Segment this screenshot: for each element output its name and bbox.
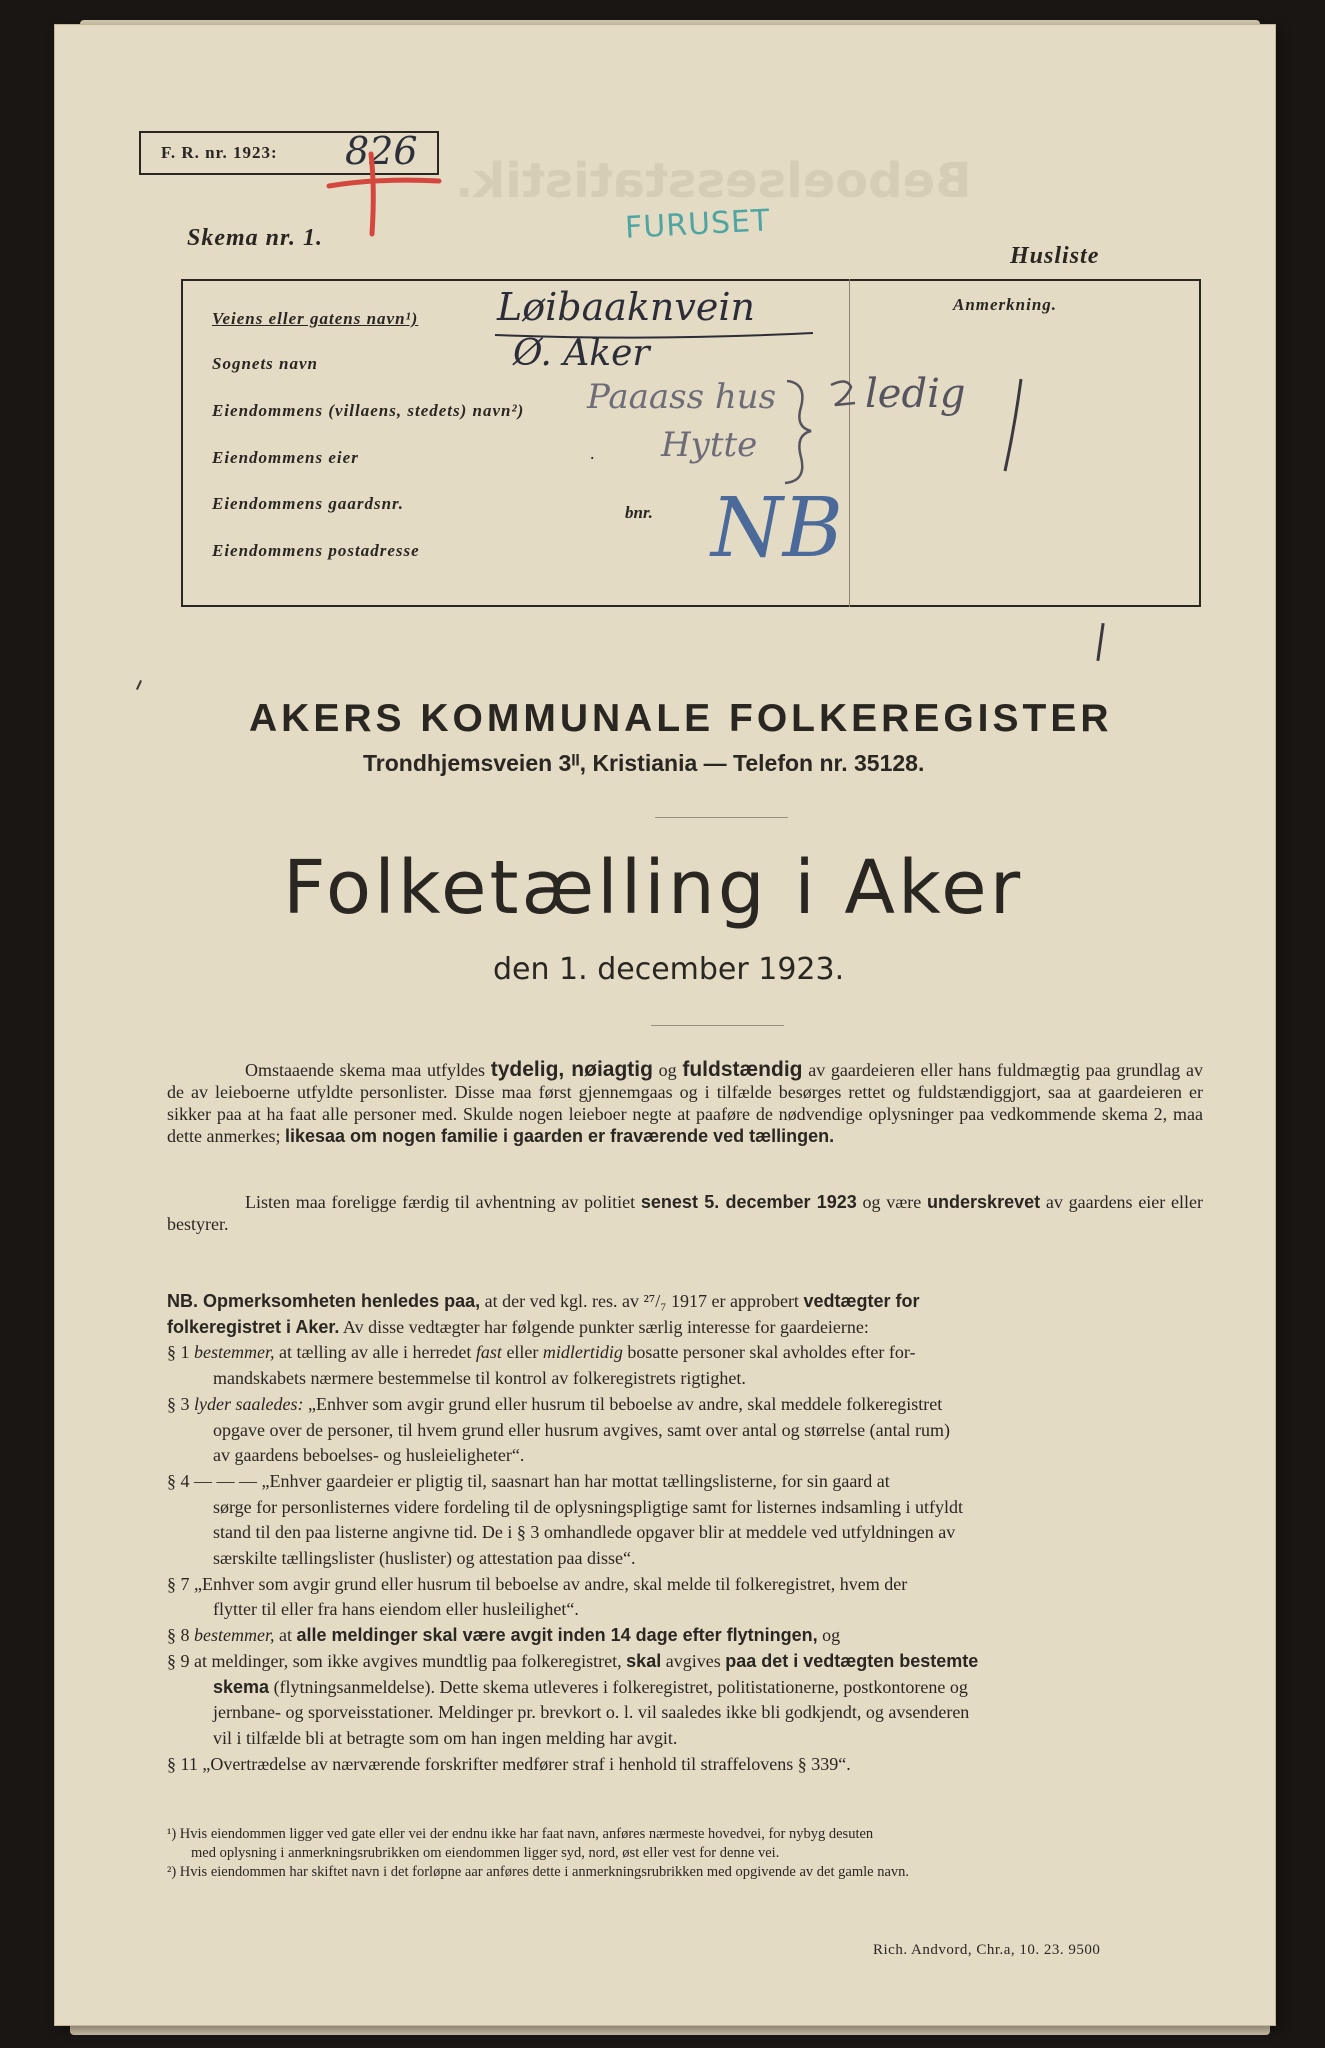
regulation-line: av gaardens beboelses- og husleieligheter“. [213, 1445, 525, 1466]
table-divider [849, 279, 850, 607]
row-value-owner: Hytte [661, 425, 758, 465]
regulation-line: § 11 „Overtrædelse av nærværende forskrifter medfører straf i henhold til straffelovens § 339“. [167, 1753, 851, 1774]
footnote-line: med oplysning i anmerkningsrubrikken om eiendommen ligger syd, nord, øst eller vest for denne vei. [191, 1845, 780, 1861]
row-value-parish: Ø. Aker [513, 333, 650, 374]
anmerkning-note: ledig [865, 371, 966, 417]
instructions-paragraph-2: Listen maa foreligge færdig til avhentning av politiet senest 5. december 1923 og være underskrevet av gaardens eier eller bestyrer. [167, 1192, 1204, 1234]
regulation-line: jernbane- og sporveisstationer. Meldinger pr. brevkort o. l. vil saaledes ikke bli godkjendt, og avsenderen [213, 1702, 970, 1723]
bnr-label: bnr. [625, 503, 653, 522]
regulation-line: folkeregistret i Aker. Av disse vedtægter har følgende punkter særlig interesse for gaardeierne: [167, 1316, 869, 1337]
document-page [55, 25, 1275, 2025]
separator-line [655, 817, 788, 818]
number-mark [825, 375, 865, 415]
tick-mark [1096, 623, 1104, 661]
margin-mark [136, 680, 142, 690]
footnotes [167, 1825, 1203, 1882]
husliste-heading: Husliste [1010, 243, 1100, 269]
bleed-through-text: Beboelsesstatistik. [455, 153, 972, 209]
furuset-stamp: FURUSET [624, 203, 772, 246]
regulation-line: stand til den paa listerne angivne tid. De i § 3 omhandlede opgaver blir at meddele ved utfyldningen av [213, 1522, 956, 1543]
regulation-line: § 7 „Enhver som avgir grund eller husrum til beboelse av andre, skal melde til folkeregistret, hvem der [167, 1573, 908, 1594]
nb-handwritten-mark: NB [711, 481, 844, 576]
nb-regulations [167, 1289, 1203, 1777]
printer-imprint: Rich. Andvord, Chr.a, 10. 23. 9500 [873, 1942, 1101, 1958]
regulation-line: sørge for personlisternes videre fordeling til de oplysningspligtige samt for listernes indsamling i utfyldt [213, 1496, 964, 1517]
row-label-parish: Sognets navn [212, 354, 318, 373]
row-label-property-name: Eiendommens (villaens, stedets) navn²) [212, 401, 525, 420]
regulation-line: opgave over de personer, til hvem grund eller husrum avgives, samt over antal og størrelse (antal rum) [213, 1419, 951, 1440]
brace-mark [777, 377, 825, 487]
regulation-line: skema (flytningsanmeldelse). Dette skema utleveres i folkeregistret, politistationerne, postkontorene og [213, 1676, 968, 1697]
stroke-mark [1001, 375, 1031, 475]
regulation-line: § 9 at meldinger, som ikke avgives mundtlig paa folkeregistret, skal avgives paa det i vedtægten bestemte [167, 1650, 979, 1671]
regulation-line: § 1 bestemmer, at tælling av alle i herredet fast eller midlertidig bosatte personer skal avholdes efter for- [167, 1342, 916, 1363]
row-value-street: Løibaaknvein [497, 285, 755, 329]
census-date: den 1. december 1923. [493, 952, 845, 987]
regulation-line: vil i tilfælde bli at betragte som om han ingen melding har avgit. [213, 1727, 678, 1748]
anmerkning-heading: Anmerkning. [953, 295, 1058, 314]
regulation-line: § 4 — — — „Enhver gaardeier er pligtig til, saasnart han har mottat tællingslisterne, for sin gaard at [167, 1470, 890, 1491]
regulation-line: flytter til eller fra hans eiendom eller husleilighet“. [213, 1599, 579, 1620]
footnote-line: ²) Hvis eiendommen har skiftet navn i det forløpne aar anføres dette i anmerkningsrubrikken med opgivende av det gamle navn. [167, 1864, 909, 1880]
office-name: AKERS KOMMUNALE FOLKEREGISTER [249, 697, 1113, 740]
fr-label: F. R. nr. 1923: [161, 143, 278, 162]
document-title: Folketælling i Aker [283, 845, 1024, 931]
separator-line [651, 1025, 784, 1026]
skema-number: Skema nr. 1. [187, 225, 324, 251]
red-cross-mark [317, 148, 447, 238]
regulation-line: § 8 bestemmer, at alle meldinger skal være avgit inden 14 dage efter flytningen, og [167, 1625, 841, 1646]
regulation-line: særskilte tællingslister (huslister) og attestation paa disse“. [213, 1548, 636, 1569]
dot: . [590, 443, 595, 463]
office-address: Trondhjemsveien 3ᴵᴵ, Kristiania — Telefon nr. 35128. [363, 750, 925, 776]
footnote-line: ¹) Hvis eiendommen ligger ved gate eller vei der endnu ikke har faat navn, anføres nærmeste hovedvei, for nybyg desuten [167, 1826, 874, 1842]
regulation-line: mandskabets nærmere bestemmelse til kontrol av folkeregistrets rigtighet. [213, 1368, 746, 1389]
row-label-farm-number: Eiendommens gaardsnr. [212, 494, 404, 513]
row-label-street: Veiens eller gatens navn¹) [212, 309, 419, 328]
instructions-paragraph-1: Omstaaende skema maa utfyldes tydelig, nøiagtig og fuldstændig av gaardeieren eller hans fuldmægtig paa grundlag av de av leieboerne utfyldte personlister. Disse maa først gjennemgaas og i tilfælde besørges rettet og fuldstændiggjort, saa at gaardeieren er sikker paa at ha faat alle personer med. Skulde nogen leieboer negte at paaføre de nødvendige oplysninger paa vedkommende skema 2, maa dette anmerkes; likesaa om nogen familie i gaarden er fraværende ved tællingen. [167, 1058, 1203, 1146]
regulation-line: NB. Opmerksomheten henledes paa, at der ved kgl. res. av ²⁷/₇ 1917 er approbert vedtægter for [167, 1291, 920, 1311]
row-label-post-address: Eiendommens postadresse [212, 541, 420, 560]
row-label-owner: Eiendommens eier [212, 448, 359, 467]
fr-value: 826 [345, 129, 418, 173]
row-value-property-name: Paaass hus [587, 377, 777, 417]
regulation-line: § 3 lyder saaledes: „Enhver som avgir grund eller husrum til beboelse av andre, skal meddele folkeregistret [167, 1393, 943, 1414]
